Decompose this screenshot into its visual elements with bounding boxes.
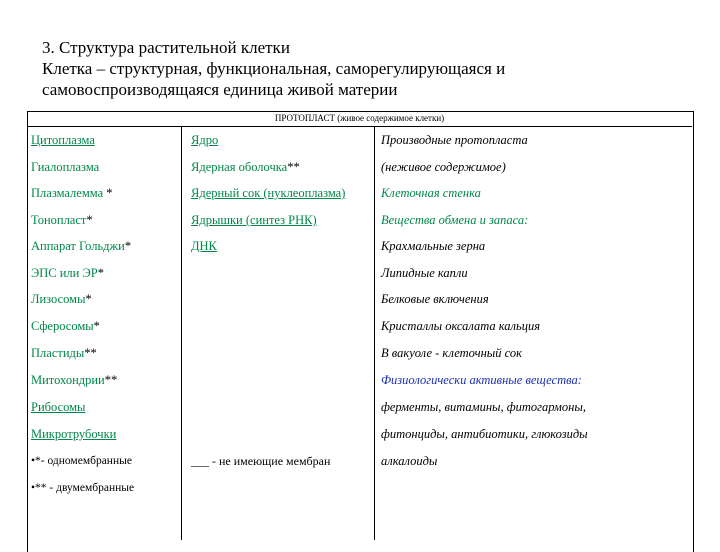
- heading-line-3: самовоспроизводящаяся единица живой материи: [42, 80, 398, 99]
- table-header: ПРОТОПЛАСТ (живое содержимое клетки): [27, 112, 692, 127]
- legend-double-membrane: •** - двумембранные: [31, 482, 135, 494]
- col2-item: Ядерная оболочка**: [191, 160, 300, 174]
- col1-item: ЭПС или ЭР*: [31, 266, 104, 280]
- heading-line-1: 3. Структура растительной клетки: [42, 38, 290, 57]
- col2-item: ДНК: [191, 239, 217, 253]
- col3-item: Клеточная стенка: [381, 186, 481, 200]
- col1-item: Плазмалемма *: [31, 186, 113, 200]
- heading-line-2: Клетка – структурная, функциональная, саморегулирующаяся и: [42, 59, 506, 78]
- col1-item: Цитоплазма: [31, 133, 95, 147]
- col1-item: Лизосомы*: [31, 292, 92, 306]
- col1-item: Пластиды**: [31, 346, 97, 360]
- col3-item: Белковые включения: [381, 292, 489, 306]
- col2-item: Ядрышки (синтез РНК): [191, 213, 317, 227]
- col3-item: ферменты, витамины, фитогармоны,: [381, 400, 586, 414]
- col1-item: Микротрубочки: [31, 427, 117, 441]
- column-divider-2: [374, 126, 375, 540]
- col3-item: Вещества обмена и запаса:: [381, 213, 529, 227]
- col3-item: алкалоиды: [381, 454, 438, 468]
- col3-item: Физиологически активные вещества:: [381, 373, 582, 387]
- col1-item: Рибосомы: [31, 400, 86, 414]
- legend-single-membrane: •*- одномембранные: [31, 455, 132, 467]
- col3-item: В вакуоле - клеточный сок: [381, 346, 522, 360]
- column-divider-1: [181, 126, 182, 540]
- col1-item: Митохондрии**: [31, 373, 118, 387]
- col3-item: Кристаллы оксалата кальция: [381, 319, 541, 333]
- col3-item: Крахмальные зерна: [381, 239, 486, 253]
- heading: [42, 37, 682, 100]
- col3-item: (неживое содержимое): [381, 160, 506, 174]
- col2-item: Ядро: [191, 133, 219, 147]
- col3-item: Производные протопласта: [381, 133, 528, 147]
- col1-item: Гиалоплазма: [31, 160, 100, 174]
- no-membrane-note: ___ - не имеющие мембран: [191, 454, 331, 468]
- col1-item: Аппарат Гольджи*: [31, 239, 132, 253]
- col1-item: Тонопласт*: [31, 213, 93, 227]
- col2-item: Ядерный сок (нуклеоплазма): [191, 186, 346, 200]
- col3-item: фитонциды, антибиотики, глюкозиды: [381, 427, 588, 441]
- col1-item: Сферосомы*: [31, 319, 100, 333]
- col3-item: Липидные капли: [381, 266, 468, 280]
